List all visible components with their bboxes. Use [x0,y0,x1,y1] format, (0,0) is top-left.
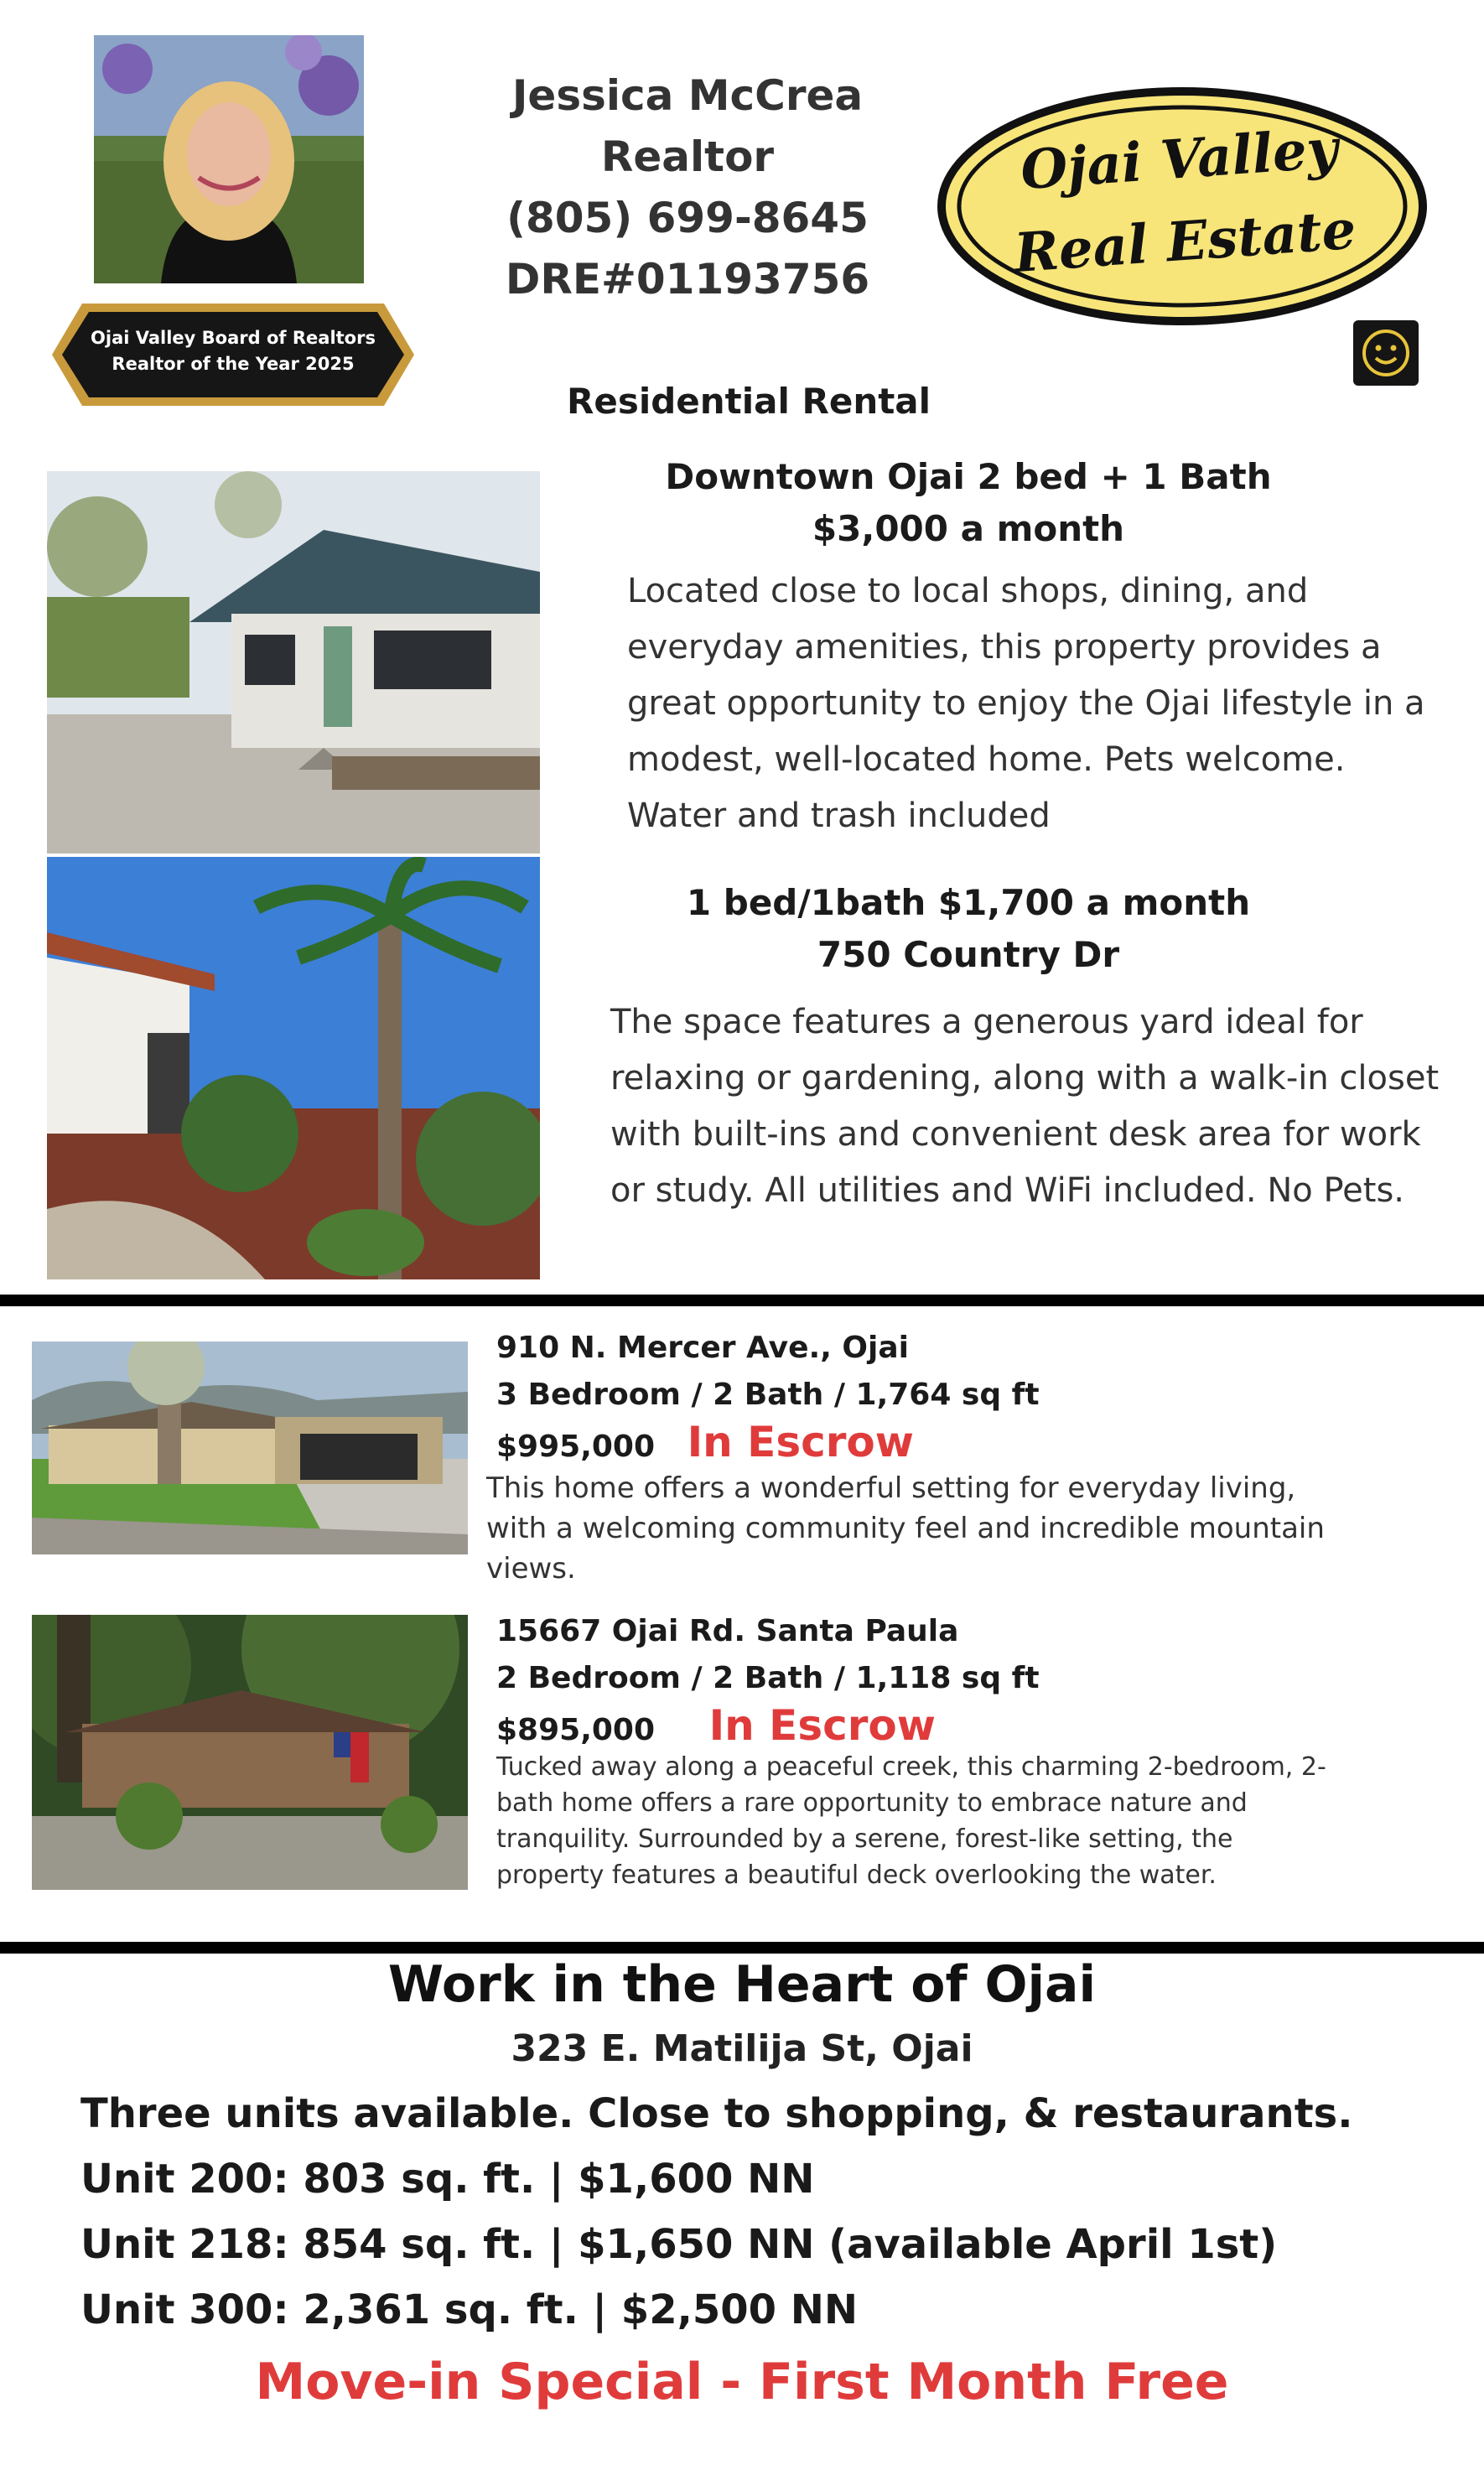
award-line2: Realtor of the Year 2025 [112,354,355,374]
rental2-description [610,994,1449,1219]
unit-218: Unit 218: 854 sq. ft. | $1,650 NN (available April 1st) [80,2221,1278,2268]
rental1-photo [47,471,540,854]
smiley-icon [1353,320,1419,386]
listing1-line: with a welcoming community feel and incredible mountain [486,1512,1325,1545]
listing2-description [496,1749,1444,1893]
listing1-photo [32,1341,468,1554]
rental1-line: great opportunity to enjoy the Ojai lifestyle in a [627,684,1425,723]
rental1-title [637,451,1300,555]
logo-line1: Ojai Valley [1019,117,1341,203]
listing1-line: This home offers a wonderful setting for everyday living, [486,1471,1296,1505]
commercial-title: Work in the Heart of Ojai [387,1955,1097,2014]
listing2-status: In Escrow [708,1701,936,1750]
rental2-line: The space features a generous yard ideal for [610,1003,1363,1041]
brand-logo [931,80,1434,332]
rental2-title-text: 1 bed/1bath $1,700 a month [686,882,1251,923]
rental2-line: with built-ins and convenient desk area for work [610,1115,1421,1154]
listing2-price-row [496,1702,1435,1754]
listing1-info [496,1325,1435,1471]
rental2-address: 750 Country Dr [817,934,1120,975]
rental1-title-text: Downtown Ojai 2 bed + 1 Bath [665,456,1272,497]
unit-300: Unit 300: 2,361 sq. ft. | $2,500 NN [80,2286,859,2333]
rental1-line: modest, well-located home. Pets welcome. [627,740,1346,779]
listing1-specs: 3 Bedroom / 2 Bath / 1,764 sq ft [496,1378,1040,1412]
award-badge [49,300,418,409]
listing1-price-row [496,1419,1435,1471]
listing2-address: 15667 Ojai Rd. Santa Paula [496,1614,959,1648]
listing2-specs: 2 Bedroom / 2 Bath / 1,118 sq ft [496,1661,1040,1695]
listing2-line: property features a beautiful deck overlooking the water. [496,1860,1217,1890]
award-line1: Ojai Valley Board of Realtors [91,328,376,348]
rental2-line: or study. All utilities and WiFi included. No Pets. [610,1171,1405,1210]
listing2-info [496,1608,1435,1754]
listing1-price: $995,000 [496,1430,656,1464]
agent-contact-block [470,65,905,310]
agent-title: Realtor [600,132,775,181]
rental1-line: Water and trash included [627,797,1051,835]
listing2-line: bath home offers a rare opportunity to embrace nature and [496,1788,1248,1818]
agent-portrait [94,35,364,283]
listing2-photo [32,1615,468,1890]
divider [0,1942,1484,1954]
agent-phone[interactable]: (805) 699-8645 [506,194,869,242]
commercial-units [80,2081,1472,2343]
listing2-price: $895,000 [496,1713,656,1747]
listing1-line: views. [486,1552,576,1585]
listing1-status: In Escrow [687,1418,914,1466]
section-title-rentals: Residential Rental [567,381,931,422]
rental2-photo [47,857,540,1279]
listing2-line: Tucked away along a peaceful creek, this charming 2-bedroom, 2- [496,1752,1326,1782]
unit-200: Unit 200: 803 sq. ft. | $1,600 NN [80,2156,815,2203]
agent-license: DRE#01193756 [505,255,870,304]
commercial-address: 323 E. Matilija St, Ojai [511,2027,973,2070]
rental1-line: everyday amenities, this property provides a [627,628,1382,667]
units-intro: Three units available. Close to shopping, & restaurants. [80,2090,1353,2137]
logo-line2: Real Estate [1012,198,1358,286]
agent-name: Jessica McCrea [511,71,864,120]
rental2-line: relaxing or gardening, along with a walk-in closet [610,1059,1440,1098]
rental2-title [637,877,1300,981]
rental1-description [627,563,1432,844]
listing2-line: tranquility. Surrounded by a serene, forest-like setting, the [496,1824,1233,1854]
divider [0,1295,1484,1306]
listing1-description [486,1468,1450,1589]
rental1-line: Located close to local shops, dining, and [627,572,1309,610]
listing1-address: 910 N. Mercer Ave., Ojai [496,1331,909,1365]
move-in-special: Move-in Special - First Month Free [255,2353,1229,2411]
rental1-price: $3,000 a month [812,508,1125,549]
